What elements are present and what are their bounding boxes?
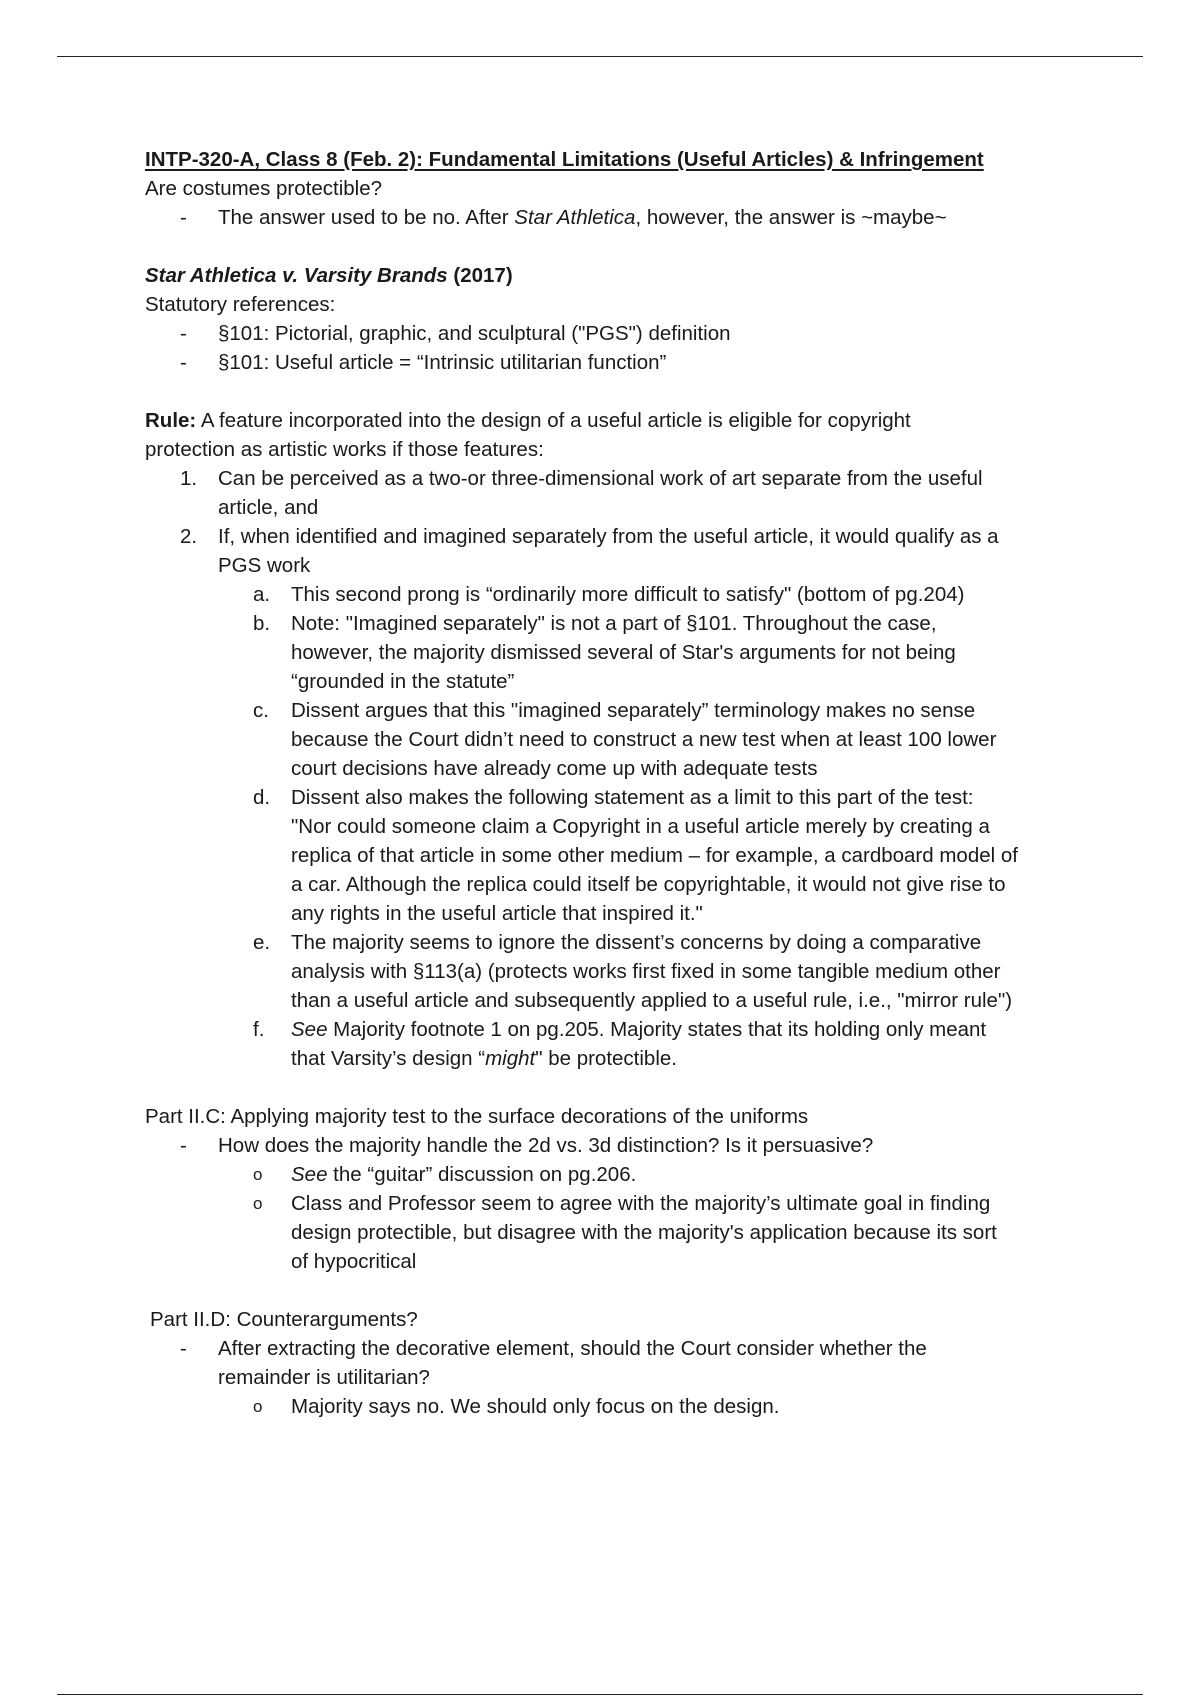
rule-subitem-c: c. Dissent argues that this "imagined separately” terminology makes no sense because the Court didn’t need to construct a new test when at least 100 lower court decisions have already come up with adequate tests <box>253 699 997 780</box>
rule-subitem-b: b. Note: "Imagined separately" is not a part of §101. Throughout the case, however, the majority dismissed several of Star's arguments for not being “grounded in the statute” <box>253 612 956 693</box>
part-c-subbullet: o See the “guitar” discussion on pg.206. <box>145 1160 1095 1189</box>
statutory-label: Statutory references: <box>145 293 336 316</box>
part-c-subbullet: o Class and Professor seem to agree with the majority’s ultimate goal in finding design protectible, but disagree with the majority's application because its sort of hypocritical <box>145 1189 1095 1276</box>
intro-question: Are costumes protectible? <box>145 177 383 200</box>
rule-subitem-a: a. This second prong is “ordinarily more difficult to satisfy" (bottom of pg.204) <box>253 583 965 606</box>
part-c-bullet: - How does the majority handle the 2d vs. 3d distinction? Is it persuasive? <box>180 1134 874 1157</box>
rule-paragraph: Rule: A feature incorporated into the design of a useful article is eligible for copyright <box>145 409 911 432</box>
rule-subitem-d: d. Dissent also makes the following statement as a limit to this part of the test: "Nor could someone claim a Copyright in a useful article merely by creating a replica of that article in some other medium – for example, a cardboard model of a car. Although the replica could itself be copyrightable, it would not give rise to any rights in the useful article that inspired it." <box>253 786 1018 925</box>
statutory-ref: - §101: Useful article = “Intrinsic utilitarian function” <box>180 351 667 374</box>
dash-marker: - <box>180 206 187 229</box>
statutory-ref: - §101: Pictorial, graphic, and sculptural ("PGS") definition <box>180 322 731 345</box>
part-c-heading: Part II.C: Applying majority test to the surface decorations of the uniforms <box>145 1105 809 1128</box>
circle-bullet-icon: o <box>253 1194 263 1213</box>
document-body: INTP-320-A, Class 8 (Feb. 2): Fundamental Limitations (Useful Articles) & Infringement Are costumes protectible? - The answer used to be no. After Star Athletica, however, the answer is ~maybe~ Star Athletica v. Varsity Brands (2017) Statutory references: - §101: Pictorial, graphic, and sculptural ("PGS") definition - §101: Useful article = “Intrinsic utilitarian function” Rule: A feature incorporated into the design of a useful article is eligible for copyright protection as artistic works if those features: 1. Can be perceived as a two-or three-dimensional work of art separate from the useful article, and 2. If, when identified and imagined separately from the useful article, it would qualify as a PGS work a. This second prong is “ordinarily more difficult to satisfy" (bottom of pg.204) b. Note: "Imagined separately" is not a part of §101. Throughout the case, however, the majority dismissed several of Star's arguments for not being “grounded in the statute” c. Dissent argues that this "imagined separately” terminology makes no sense because the Court didn’t need to construct a new test when at least 100 lower court decisions have already come up with adequate tests d. Dissent also makes the following statement as a limit to this part of the test: "Nor could someone claim a Copyright in a useful article merely by creating a replica of that article in some other medium – for example, a cardboard model of a car. Although the replica could itself be copyrightable, it would not give rise to any rights in the useful article that inspired it." e. The majority seems to ignore the dissent’s concerns by doing a comparative analysis with §113(a) (protects works first fixed in some tangible medium other than a useful article and subsequently applied to a useful rule, i.e., "mirror rule") f. See Majority footnote 1 on pg.205. Majority states that its holding only meant that Varsity’s design “might" be protectible. Part II.C: Applying majority test to the surface decorations of the uniforms - How does the majority handle the 2d vs. 3d distinction? Is it persuasive? o See the “guitar” discussion on pg.206. o Class and Professor seem to agree with the majority’s ultimate goal in finding design protectible, but disagree with the majority's application because its sort of hypocritical Part II.D: Counterarguments? - After extracting the decorative element, should the Court consider whether the remainder is utilitarian? o Majority says no. We should only focus on the design. <box>145 145 1095 1421</box>
intro-bullet: - The answer used to be no. After Star Athletica, however, the answer is ~maybe~ <box>145 203 1095 232</box>
circle-bullet-icon: o <box>253 1397 263 1416</box>
header-rule <box>57 56 1143 57</box>
part-d-subbullet: o Majority says no. We should only focus on the design. <box>145 1392 1095 1421</box>
rule-item-2: 2. If, when identified and imagined separately from the useful article, it would qualify as a PGS work <box>180 525 999 577</box>
footer-rule <box>57 1694 1143 1695</box>
circle-bullet-icon: o <box>253 1165 263 1184</box>
rule-subitem-e: e. The majority seems to ignore the dissent’s concerns by doing a comparative analysis with §113(a) (protects works first fixed in some tangible medium other than a useful article and subsequently applied to a useful rule, i.e., "mirror rule") <box>253 931 1013 1012</box>
case-name-inline: Star Athletica <box>514 206 636 229</box>
case-heading: Star Athletica v. Varsity Brands (2017) <box>145 264 513 287</box>
rule-subitem-f: f. See Majority footnote 1 on pg.205. Majority states that its holding only meant that Varsity’s design “might" be protectible. <box>253 1018 987 1070</box>
rule-item-1: 1. Can be perceived as a two-or three-dimensional work of art separate from the useful article, and <box>180 467 983 519</box>
page-title: INTP-320-A, Class 8 (Feb. 2): Fundamental Limitations (Useful Articles) & Infringement <box>145 148 984 171</box>
part-d-bullet: - After extracting the decorative element, should the Court consider whether the remainder is utilitarian? <box>180 1337 927 1389</box>
part-d-heading: Part II.D: Counterarguments? <box>150 1308 418 1331</box>
